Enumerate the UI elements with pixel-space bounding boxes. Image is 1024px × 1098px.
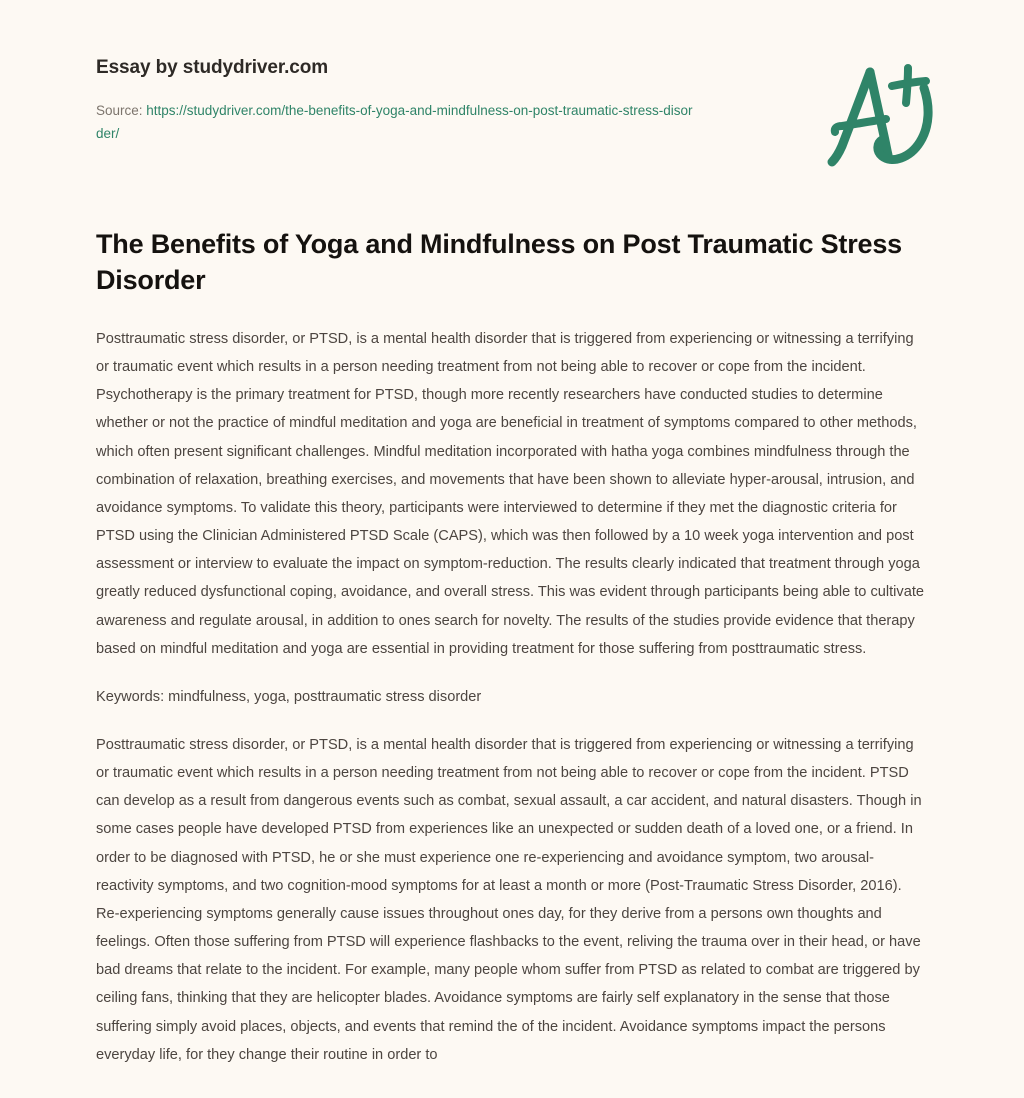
source-url-link[interactable]: https://studydriver.com/the-benefits-of-yoga-and-mindfulness-on-post-traumatic-stress-disorder/	[96, 102, 693, 141]
source-line	[96, 99, 696, 145]
source-label: Source:	[96, 102, 147, 118]
article-paragraphs	[96, 299, 928, 1069]
paragraph-keywords: Keywords: mindfulness, yoga, posttraumatic stress disorder	[96, 688, 482, 705]
essay-byline: Essay by studydriver.com	[96, 57, 329, 78]
paragraph-intro: Posttraumatic stress disorder, or PTSD, is a mental health disorder that is triggered from experiencing or witnessing a terrifying or traumatic event which results in a person needing treatment from not being able to recover or cope from the incident. PTSD can develop as a result from dangerous events such as combat, sexual assault, a car accident, and natural disasters. Though in some cases people have developed PTSD from experiences like an unexpected or sudden death of a loved one, or a friend. In order to be diagnosed with PTSD, he or she must experience one re-experiencing and avoidance symptom, two arousal-reactivity symptoms, and two cognition-mood symptoms for at least a month or more (Post-Traumatic Stress Disorder, 2016). Re-experiencing symptoms generally cause issues throughout ones day, for they derive from a persons own thoughts and feelings. Often those suffering from PTSD will experience flashbacks to the event, reliving the trauma over in their head, or have bad dreams that relate to the incident. For example, many people whom suffer from PTSD as related to combat are triggered by ceiling fans, thinking that they are helicopter blades. Avoidance symptoms are fairly self explanatory in the sense that those suffering simply avoid places, objects, and events that remind the of the incident. Avoidance symptoms impact the persons everyday life, for they change their routine in order to	[96, 736, 922, 1063]
page-header	[0, 0, 1024, 145]
studydriver-a-plus-logo-icon	[820, 58, 940, 174]
page-title: The Benefits of Yoga and Mindfulness on Post Traumatic Stress Disorder	[96, 229, 902, 296]
article-body	[0, 145, 1024, 1069]
paragraph-abstract: Posttraumatic stress disorder, or PTSD, is a mental health disorder that is triggered from experiencing or witnessing a terrifying or traumatic event which results in a person needing treatment from not being able to recover or cope from the incident. Psychotherapy is the primary treatment for PTSD, though more recently researchers have conducted studies to determine whether or not the practice of mindful meditation and yoga are beneficial in treatment of symptoms compared to other methods, which often present significant challenges. Mindful meditation incorporated with hatha yoga combines mindfulness through the combination of relaxation, breathing exercises, and movements that have been shown to alleviate hyper-arousal, intrusion, and avoidance symptoms. To validate this theory, participants were interviewed to determine if they met the diagnostic criteria for PTSD using the Clinician Administered PTSD Scale (CAPS), which was then followed by a 10 week yoga intervention and post assessment or interview to evaluate the impact on symptom-reduction. The results clearly indicated that treatment through yoga greatly reduced dysfunctional coping, avoidance, and overall stress. This was evident through participants being able to cultivate awareness and regulate arousal, in addition to ones search for novelty. The results of the studies provide evidence that therapy based on mindful meditation and yoga are essential in providing treatment for those suffering from posttraumatic stress.	[96, 330, 925, 657]
